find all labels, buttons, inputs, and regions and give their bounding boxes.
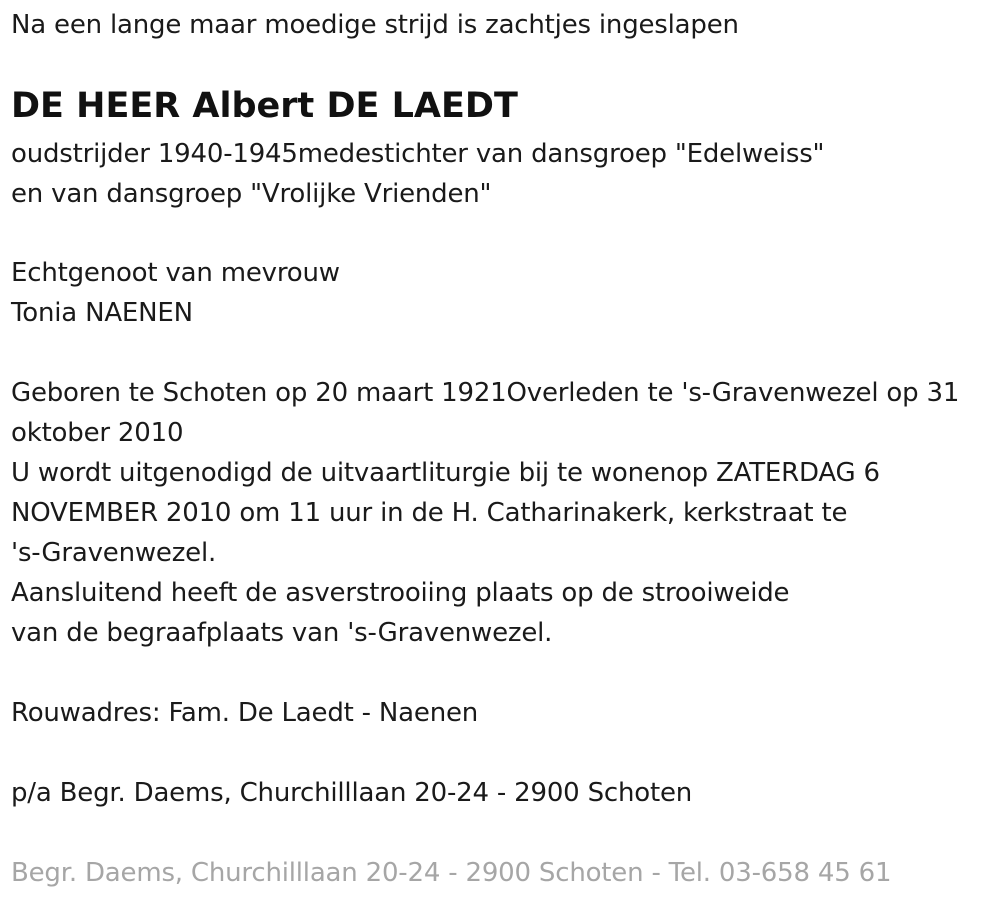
detail-line: van de begraafplaats van 's-Gravenwezel. <box>11 618 553 648</box>
spouse-name: Tonia NAENEN <box>11 298 193 328</box>
spouse-block <box>11 253 340 333</box>
description-line: en van dansgroep "Vrolijke Vrienden" <box>11 179 492 209</box>
deceased-name: DE HEER Albert DE LAEDT <box>11 86 518 126</box>
description-block <box>11 134 824 214</box>
footer-contact: Begr. Daems, Churchilllaan 20-24 - 2900 Schoten - Tel. 03-658 45 61 <box>11 858 892 888</box>
funeral-details-block <box>11 373 959 653</box>
rouwadres-text: Rouwadres: Fam. De Laedt - Naenen <box>11 698 479 728</box>
spouse-line: Echtgenoot van mevrouw <box>11 258 340 288</box>
detail-line: NOVEMBER 2010 om 11 uur in de H. Catharinakerk, kerkstraat te <box>11 498 848 528</box>
detail-line: oktober 2010 <box>11 418 184 448</box>
intro-text: Na een lange maar moedige strijd is zachtjes ingeslapen <box>11 10 739 40</box>
detail-line: U wordt uitgenodigd de uitvaartliturgie bij te wonenop ZATERDAG 6 <box>11 458 880 488</box>
detail-line: Aansluitend heeft de asverstrooiing plaats op de strooiweide <box>11 578 790 608</box>
description-line: oudstrijder 1940-1945medestichter van dansgroep "Edelweiss" <box>11 139 825 169</box>
pa-address-text: p/a Begr. Daems, Churchilllaan 20-24 - 2900 Schoten <box>11 778 693 808</box>
detail-line: 's-Gravenwezel. <box>11 538 217 568</box>
detail-line: Geboren te Schoten op 20 maart 1921Overleden te 's-Gravenwezel op 31 <box>11 378 960 408</box>
